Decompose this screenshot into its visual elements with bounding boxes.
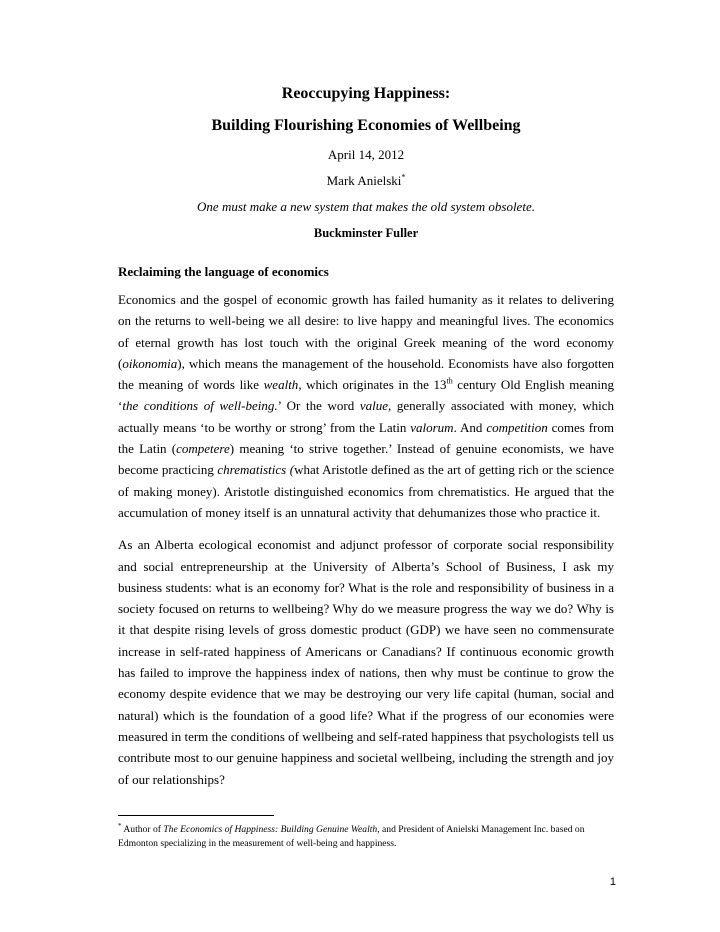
- epigraph-quote: One must make a new system that makes the old system obsolete.: [197, 199, 535, 214]
- emphasis-run: the conditions of well-being.: [122, 398, 278, 414]
- text-run: , which originates in the 13: [298, 377, 447, 393]
- text-run: century Old English meaning ‘: [118, 377, 614, 414]
- emphasis-run: wealth: [263, 377, 299, 393]
- footnote-divider: [118, 815, 274, 816]
- footnote: [118, 823, 614, 850]
- footnote-marker: *: [118, 821, 122, 830]
- section-heading: Reclaiming the language of economics: [118, 264, 329, 279]
- book-title: The Economics of Happiness: Building Genuine Wealth: [163, 824, 378, 835]
- emphasis-run: oikonomia: [122, 355, 178, 371]
- text-run: , generally associated with money, which actually means ‘to be worthy or strong’ from the Latin: [118, 398, 614, 435]
- text-run: comes from the Latin (: [118, 419, 614, 457]
- document-page: [118, 84, 614, 801]
- paragraph-2: As an Alberta ecological economist and adjunct professor of corporate social responsibility and social entrepreneurship at the University of Alberta’s School of Business, I ask my business students: what is an economy for? What is the role and responsibility of business in a society focused on returns to wellbeing? Why do we measure progress the way we do? Why is it that despite rising levels of gross domestic product (GDP) we have seen no commensurate increase in self-rated happiness of Americans or Canadians? If continuous economic growth has failed to improve the happiness index of nations, then why must be continue to grow the economy despite evidence that we may be destroying our very life capital (human, social and natural) which is the foundation of a good life? What if the progress of our economies were measured in term the conditions of wellbeing and self-rated happiness that psychologists tell us contribute most to our genuine happiness and societal wellbeing, including the strength and joy of our relationships?: [118, 537, 614, 787]
- emphasis-run: valorum: [410, 419, 454, 435]
- page-number: 1: [609, 876, 616, 888]
- emphasis-run: competere: [176, 441, 230, 457]
- emphasis-run: chrematistics (: [217, 462, 295, 478]
- epigraph-attribution: Buckminster Fuller: [313, 226, 419, 240]
- emphasis-run: value: [359, 398, 389, 414]
- author-name: Mark Anielski: [326, 173, 402, 188]
- document-title: Reoccupying Happiness:: [281, 85, 451, 102]
- text-run: . And: [453, 419, 487, 435]
- text-run: Economics and the gospel of economic growth has failed humanity as it relates to delivering on the returns to well-being we all desire: to live happy and meaningful lives. The economics of eternal growth has lost touch with the original Greek meaning of the word economy (: [118, 292, 614, 371]
- text-run: Author of: [121, 824, 164, 835]
- footnote-marker: *: [401, 172, 406, 182]
- text-run: what Aristotle defined as the art of getting rich or the science of making money). Aristotle distinguished economics from chrematistics. He argued that the accumulation of money itself is an unnatural activity that dehumanizes those who practice it.: [118, 462, 615, 520]
- text-run: , and President of Anielski Management Inc. based on Edmonton specializing in the measurement of well-being and happiness.: [118, 824, 585, 849]
- document-subtitle: Building Flourishing Economies of Wellbeing: [211, 117, 521, 134]
- text-run: ) meaning ‘to strive together.’ Instead of genuine economists, we have become practicing: [118, 441, 614, 478]
- emphasis-run: competition: [486, 419, 548, 435]
- document-author: [118, 172, 614, 190]
- text-run: ), which means the management of the household. Economists have also forgotten the meaning of words like: [118, 355, 614, 393]
- paragraph-1: [118, 289, 614, 523]
- text-run: ’ Or the word: [277, 398, 360, 414]
- document-date: April 14, 2012: [327, 147, 405, 162]
- superscript-run: th: [446, 376, 453, 386]
